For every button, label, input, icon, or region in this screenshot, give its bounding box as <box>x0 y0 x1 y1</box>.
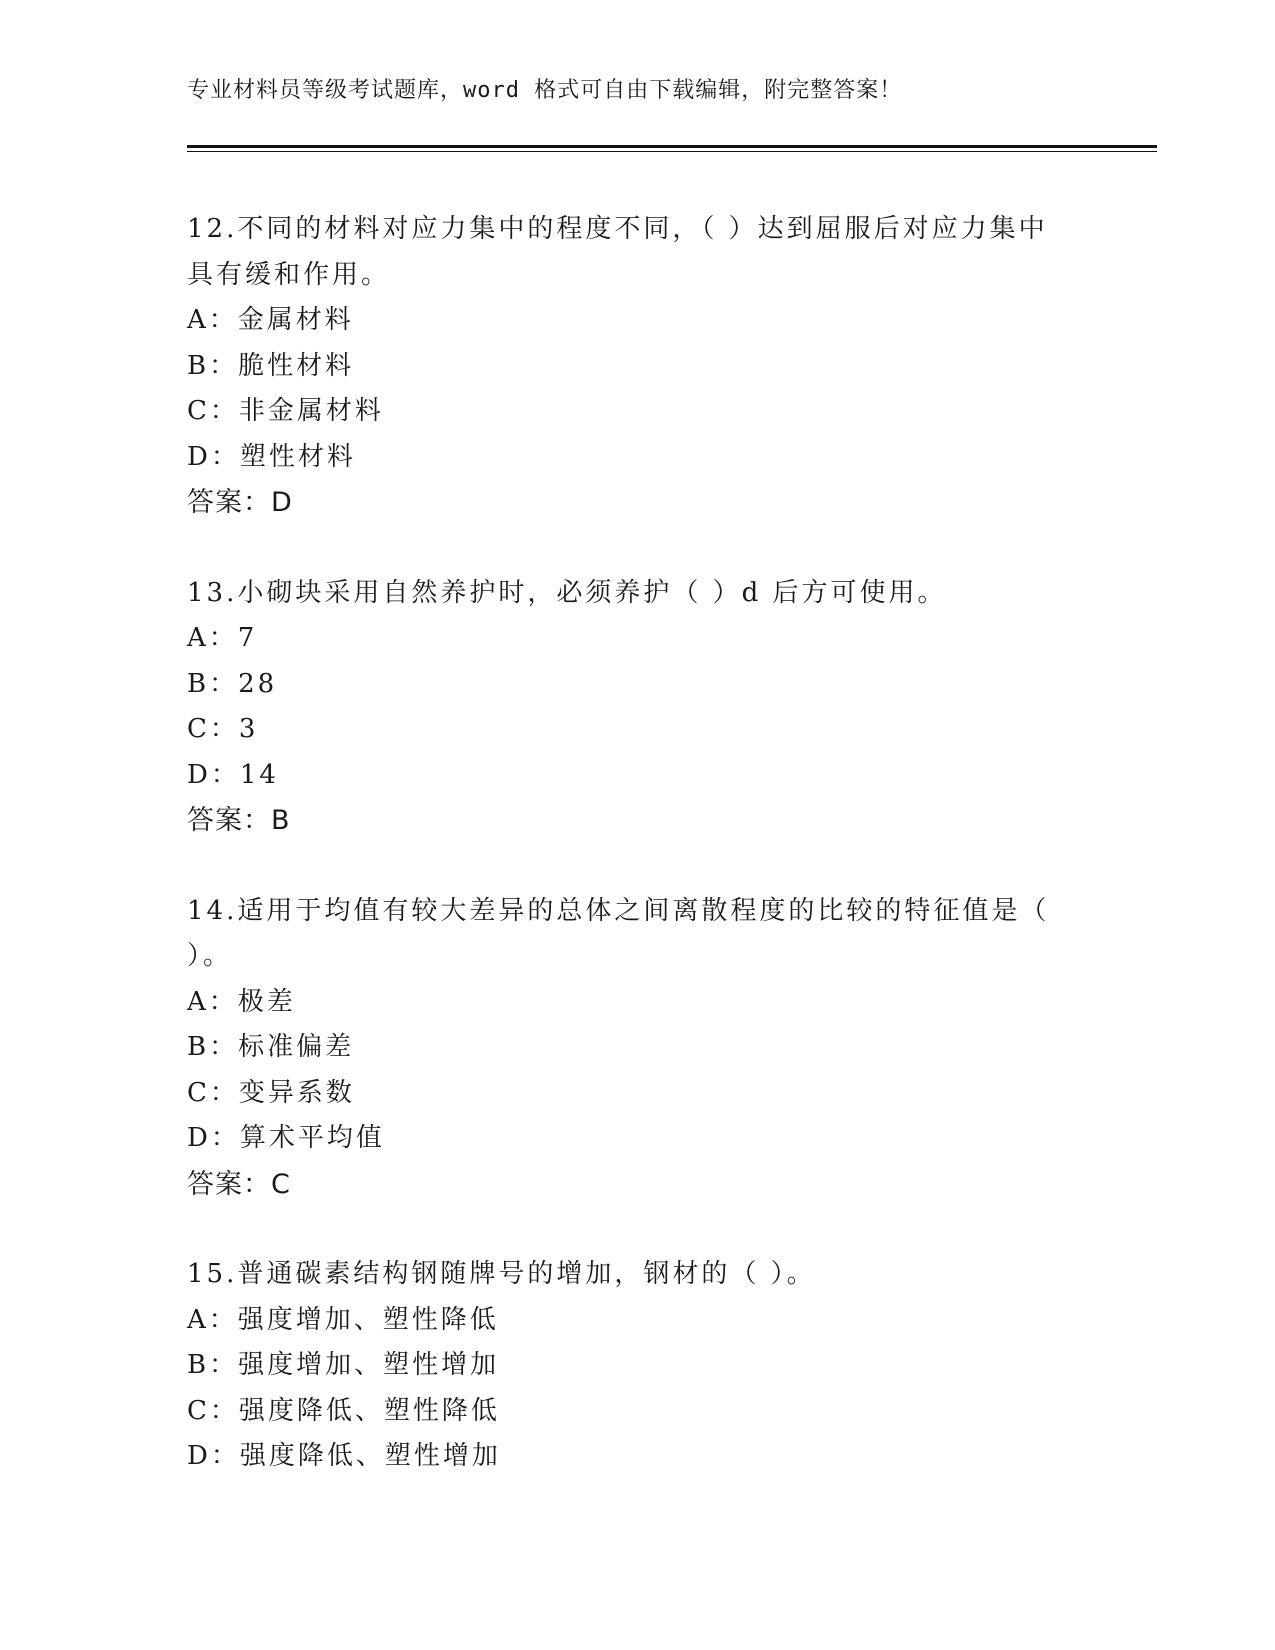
answer: 答案：B <box>187 805 291 836</box>
question-14 <box>187 889 1067 1208</box>
option-b: B：28 <box>187 668 278 699</box>
answer: 答案：C <box>187 1168 291 1200</box>
option-a: A：极差 <box>187 986 296 1017</box>
option-c: C：3 <box>187 714 259 744</box>
option-a: A：强度增加、塑性降低 <box>187 1304 499 1335</box>
option-b: B：强度增加、塑性增加 <box>187 1350 500 1380</box>
question-stem: 14.适用于均值有较大差异的总体之间离散程度的比较的特征值是（ ）。 <box>187 895 1050 971</box>
question-15 <box>187 1252 1067 1480</box>
option-a: A：金属材料 <box>187 305 354 335</box>
question-list <box>187 207 1067 1525</box>
option-a: A：7 <box>187 623 258 653</box>
question-13 <box>187 571 1067 844</box>
header-rule-thick <box>187 145 1157 148</box>
question-stem: 13.小砌块采用自然养护时，必须养护（ ）d 后方可使用。 <box>187 577 947 608</box>
option-d: D：强度降低、塑性增加 <box>187 1441 501 1471</box>
option-c: C：变异系数 <box>187 1077 355 1108</box>
option-b: B：脆性材料 <box>187 350 355 381</box>
page-header: 专业材料员等级考试题库，word 格式可自由下载编辑，附完整答案！ <box>187 78 903 103</box>
option-d: D：塑性材料 <box>187 441 356 472</box>
option-d: D：14 <box>187 759 279 790</box>
option-c: C：非金属材料 <box>187 396 384 426</box>
header-rule-thin <box>187 151 1157 152</box>
answer: 答案：D <box>187 487 293 518</box>
option-c: C：强度降低、塑性降低 <box>187 1395 500 1426</box>
question-stem: 15.普通碳素结构钢随牌号的增加，钢材的（ ）。 <box>187 1259 816 1289</box>
question-stem: 12.不同的材料对应力集中的程度不同，（ ）达到屈服后对应力集中具有缓和作用。 <box>187 214 1048 290</box>
question-12 <box>187 207 1067 526</box>
option-b: B：标准偏差 <box>187 1032 355 1062</box>
option-d: D：算术平均值 <box>187 1123 385 1153</box>
